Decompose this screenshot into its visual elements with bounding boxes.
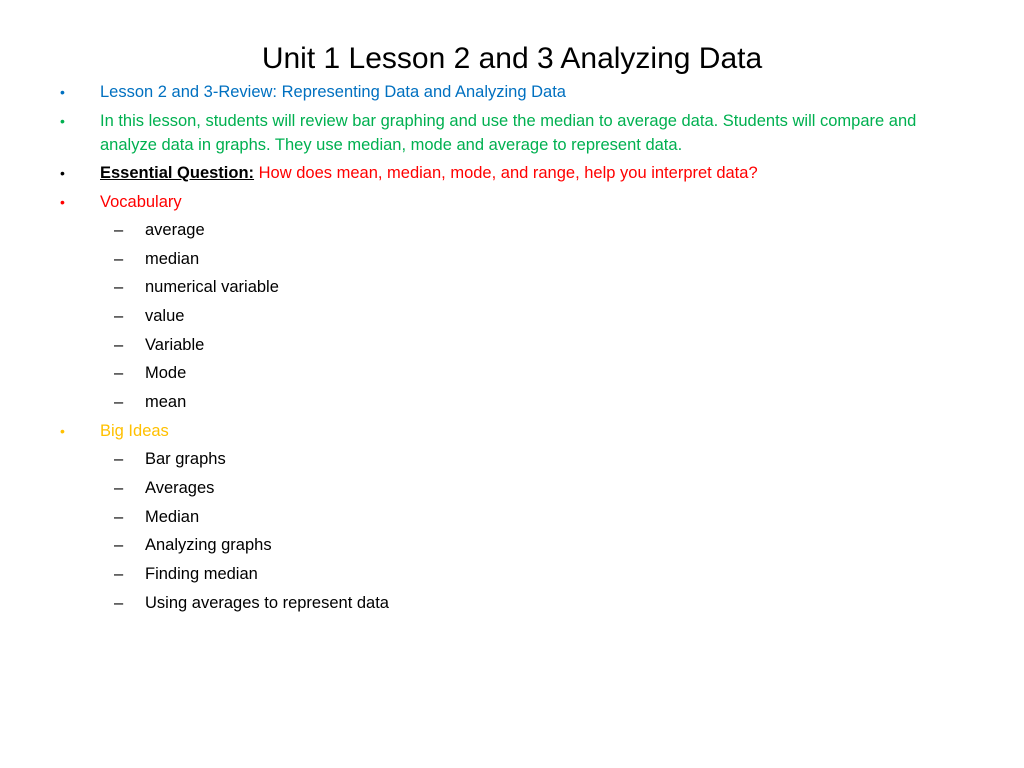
vocabulary-item-text: median: [145, 249, 200, 268]
big-idea-item-text: Averages: [145, 479, 215, 497]
essential-question-text: How does mean, median, mode, and range, help you interpret data?: [258, 164, 758, 182]
bullet-dot: •: [60, 84, 65, 100]
bullet-dot: •: [60, 112, 65, 129]
bullet-review: [56, 80, 956, 104]
vocabulary-item: [56, 333, 956, 357]
dash-marker: –: [114, 479, 124, 497]
essential-question-label: Essential Question:: [100, 164, 255, 182]
overview-text: In this lesson, students will review bar graphing and use the median to average data. Students will compare and analyze data in graphs. They use median, mode and average to represent data.: [100, 111, 917, 154]
dash-marker: –: [114, 249, 124, 268]
vocabulary-list: [56, 218, 956, 414]
big-idea-item: [56, 562, 956, 586]
big-idea-item: [56, 505, 956, 529]
vocabulary-item: [56, 390, 956, 414]
dash-marker: –: [114, 335, 124, 354]
slide-body: [56, 80, 956, 619]
vocabulary-item-text: value: [145, 307, 185, 326]
dash-marker: –: [114, 507, 124, 526]
big-idea-item: [56, 447, 956, 471]
dash-marker: –: [114, 593, 124, 612]
vocabulary-item: [56, 304, 956, 328]
bullet-overview: [56, 109, 956, 157]
dash-marker: –: [114, 393, 124, 412]
bullet-vocabulary: [56, 190, 956, 214]
dash-marker: –: [114, 221, 124, 239]
big-idea-item-text: Bar graphs: [145, 450, 226, 469]
slide-title: Unit 1 Lesson 2 and 3 Analyzing Data: [261, 42, 763, 75]
big-idea-item: [56, 591, 956, 615]
big-ideas-heading: Big Ideas: [100, 421, 169, 440]
bullet-big-ideas: [56, 419, 956, 443]
vocabulary-item: [56, 218, 956, 242]
dash-marker: –: [114, 450, 124, 469]
big-idea-item-text: Median: [145, 507, 200, 526]
bullet-dot: •: [60, 193, 65, 210]
vocabulary-item: [56, 361, 956, 385]
big-idea-item: [56, 533, 956, 557]
bullet-dot: •: [60, 165, 65, 181]
dash-marker: –: [114, 307, 124, 326]
dash-marker: –: [114, 364, 124, 383]
vocabulary-item-text: Variable: [145, 335, 205, 354]
vocabulary-item-text: average: [145, 221, 205, 239]
big-idea-item: [56, 476, 956, 500]
vocabulary-item: [56, 247, 956, 271]
big-idea-item-text: Finding median: [145, 565, 258, 584]
vocabulary-heading: Vocabulary: [100, 192, 182, 211]
vocabulary-item-text: mean: [145, 393, 187, 412]
big-idea-item-text: Using averages to represent data: [145, 593, 389, 612]
big-ideas-list: [56, 447, 956, 614]
big-idea-item-text: Analyzing graphs: [145, 536, 272, 555]
dash-marker: –: [114, 536, 124, 555]
bullet-dot: •: [60, 422, 65, 439]
vocabulary-item-text: numerical variable: [145, 278, 279, 297]
dash-marker: –: [114, 278, 124, 297]
bullet-essential-question: [56, 161, 956, 185]
vocabulary-item-text: Mode: [145, 364, 187, 383]
dash-marker: –: [114, 565, 124, 584]
vocabulary-item: [56, 275, 956, 299]
review-text: Lesson 2 and 3-Review: Representing Data and Analyzing Data: [100, 83, 566, 101]
